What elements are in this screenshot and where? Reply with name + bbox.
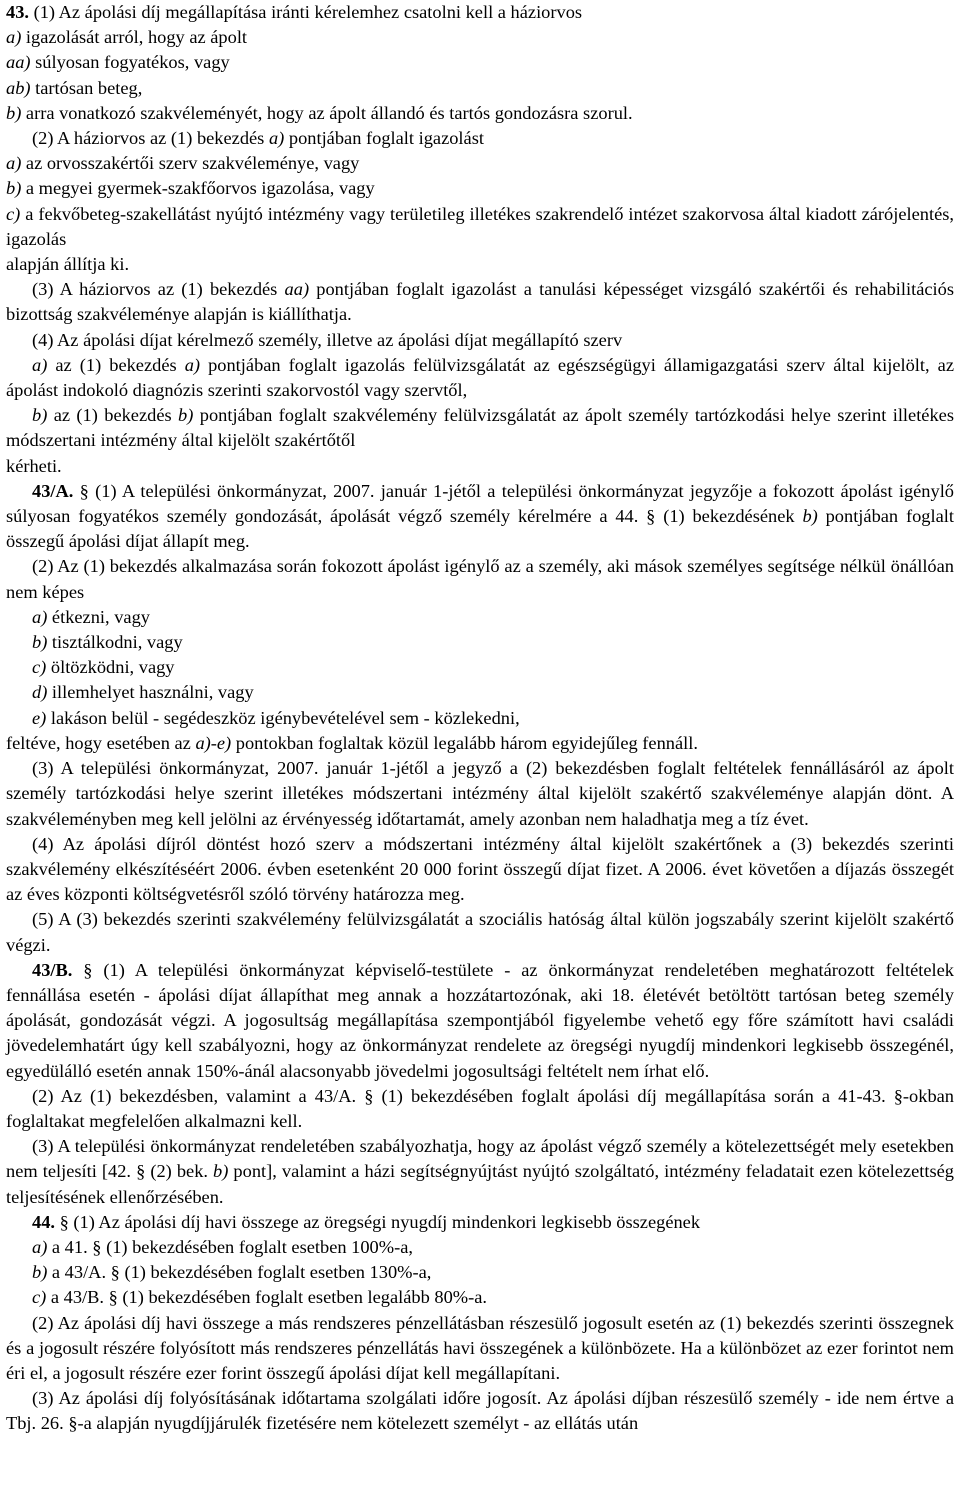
section-43a-p4: (4) Az ápolási díjról döntést hozó szerv a módszertani intézmény által kijelölt szakértőnek a (3) bekezdés szerinti szakvélemény elkészítéséért 2006. évben esetenként 20 000 forint összegű díjat fizet. A 2006. évet követően a díjazás összegét az éves központi költségvetésről szóló törvény határozza meg.: [6, 833, 954, 905]
section-43b-p2: (2) Az (1) bekezdésben, valamint a 43/A. § (1) bekezdésében foglalt ápolási díj megállapítása során a 41-43. §-okban foglaltakat megfelelően alkalmazni kell.: [6, 1085, 954, 1131]
section-44-p3: (3) Az ápolási díj folyósításának időtartama szolgálati időre jogosít. Az ápolási díjban részesülő személy - ide nem értve a Tbj. 26. §-a alapján nyugdíjjárulék fizetésére nem kötelezett személyt - az ellátás után: [6, 1388, 954, 1434]
section-43a-p2: (2) Az (1) bekezdés alkalmazása során fokozott ápolást igénylő az a személy, aki mások személyes segítsége nélkül önállóan nem képes a) étkezni, vagy b) tisztálkodni, vagy c) öltözködni, vagy d) illemhelyet használni, vagy e) lakáson belül - segédeszköz igénybevételével sem - közlekedni, feltéve, hogy esetében az a)-e) pontokban foglaltak közül legalább három egyidejűleg fennáll.: [6, 556, 954, 753]
section-43-p1: 43. (1) Az ápolási díj megállapítása iránti kérelemhez csatolni kell a háziorvos a) igazolását arról, hogy az ápolt aa) súlyosan fogyatékos, vagy ab) tartósan beteg, b) arra vonatkozó szakvéleményét, hogy az ápolt állandó és tartós gondozásra szorul.: [6, 2, 633, 123]
section-44-p2: (2) Az ápolási díj havi összege a más rendszeres pénzellátásban részesülő jogosult esetén az (1) bekezdés szerinti összegnek és a jogosult részére folyósított más rendszeres pénzellátás havi összegének a különbözete. Ha a különbözet az ezer forintot nem éri el, a jogosult részére ezer forint összegű ápolási díjat kell megállapítani.: [6, 1312, 954, 1383]
section-number: 43/A.: [32, 480, 74, 501]
section-43a-p3: (3) A települési önkormányzat, 2007. január 1-jétől a jegyző a (2) bekezdésben foglalt feltételek fennállásáról az ápolt személy tartózkodási helye szerint illetékes módszertani intézmény által kijelölt szakértő szakvéleménye alapján dönt. A szakvéleményben meg kell jelölni az érvényesség időtartamát, amely azonban nem haladhatja meg a tíz évet.: [6, 758, 954, 829]
section-number: 44.: [32, 1211, 55, 1232]
section-43b-p3: (3) A települési önkormányzat rendeletében szabályozhatja, hogy az ápolást végző személy a kötelezettségét mely esetekben nem teljesíti [42. § (2) bek. b) pont], valamint a házi segítségnyújtást nyújtó szolgáltató, intézmény feladatait ezen kötelezettség teljesítésének ellenőrzésében.: [6, 1136, 954, 1207]
section-44-p1: 44. § (1) Az ápolási díj havi összege az öregségi nyugdíj mindenkori legkisebb összegének a) a 41. § (1) bekezdésében foglalt esetben 100%-a, b) a 43/A. § (1) bekezdésében foglalt esetben 130%-a, c) a 43/B. § (1) bekezdésében foglalt esetben legalább 80%-a.: [32, 1211, 701, 1308]
section-43a-p5: (5) A (3) bekezdés szerinti szakvélemény felülvizsgálatát a szociális hatóság által külön jogszabály szerint kijelölt szakértő végzi.: [6, 909, 954, 955]
section-43-p4: (4) Az ápolási díjat kérelmező személy, illetve az ápolási díjat megállapító szerv a) az (1) bekezdés a) pontjában foglalt igazolás felülvizsgálatát az egészségügyi államigazgatási szerv által kijelölt, az ápolást indokoló diagnózis szerinti szakorvostól vagy szervtől, b) az (1) bekezdés b) pontjában foglalt szakvélemény felülvizsgálatát az ápolt személy tartózkodási helye szerint illetékes módszertani intézmény által kijelölt szakértőtől kérheti.: [6, 329, 954, 476]
section-43b-p1: 43/B. § (1) A települési önkormányzat képviselő-testülete - az önkormányzat rendeletében meghatározott feltételek fennállása esetén - ápolási díjat állapíthat meg annak a hozzátartozónak, aki 18. életévét betöltött tartósan beteg személy ápolását, gondozását végzi. A jogosultság megállapítása szempontjából figyelembe vehető egy főre számított havi családi jövedelemhatárt úgy kell szabályozni, hogy az önkormányzat rendelete az öregségi nyugdíj mindenkori legkisebb összegénél, egyedülálló esetén annak 150%-ánál alacsonyabb jövedelmi jogosultsági feltételt nem írhat elő.: [6, 959, 954, 1081]
section-number: 43.: [6, 2, 29, 22]
section-43a-p1: 43/A. § (1) A települési önkormányzat, 2007. január 1-jétől a települési önkormányzat jegyzője a fokozott ápolást igénylő súlyosan fogyatékos személy gondozását, ápolását végző személy kérelmére a 44. § (1) bekezdésének b) pontjában foglalt összegű ápolási díjat állapít meg.: [6, 480, 954, 552]
section-43-p2: (2) A háziorvos az (1) bekezdés a) pontjában foglalt igazolást a) az orvosszakértői szerv szakvéleménye, vagy b) a megyei gyermek-szakfőorvos igazolása, vagy c) a fekvőbeteg-szakellátást nyújtó intézmény vagy területileg illetékes szakrendelő intézet szakorvosa által kiadott zárójelentés, igazolás alapján állítja ki.: [6, 128, 954, 275]
section-number: 43/B.: [32, 959, 73, 980]
section-43-p3: (3) A háziorvos az (1) bekezdés aa) pontjában foglalt igazolást a tanulási képességet vizsgáló szakértői és rehabilitációs bizottság szakvéleménye alapján is kiállíthatja.: [6, 279, 954, 325]
